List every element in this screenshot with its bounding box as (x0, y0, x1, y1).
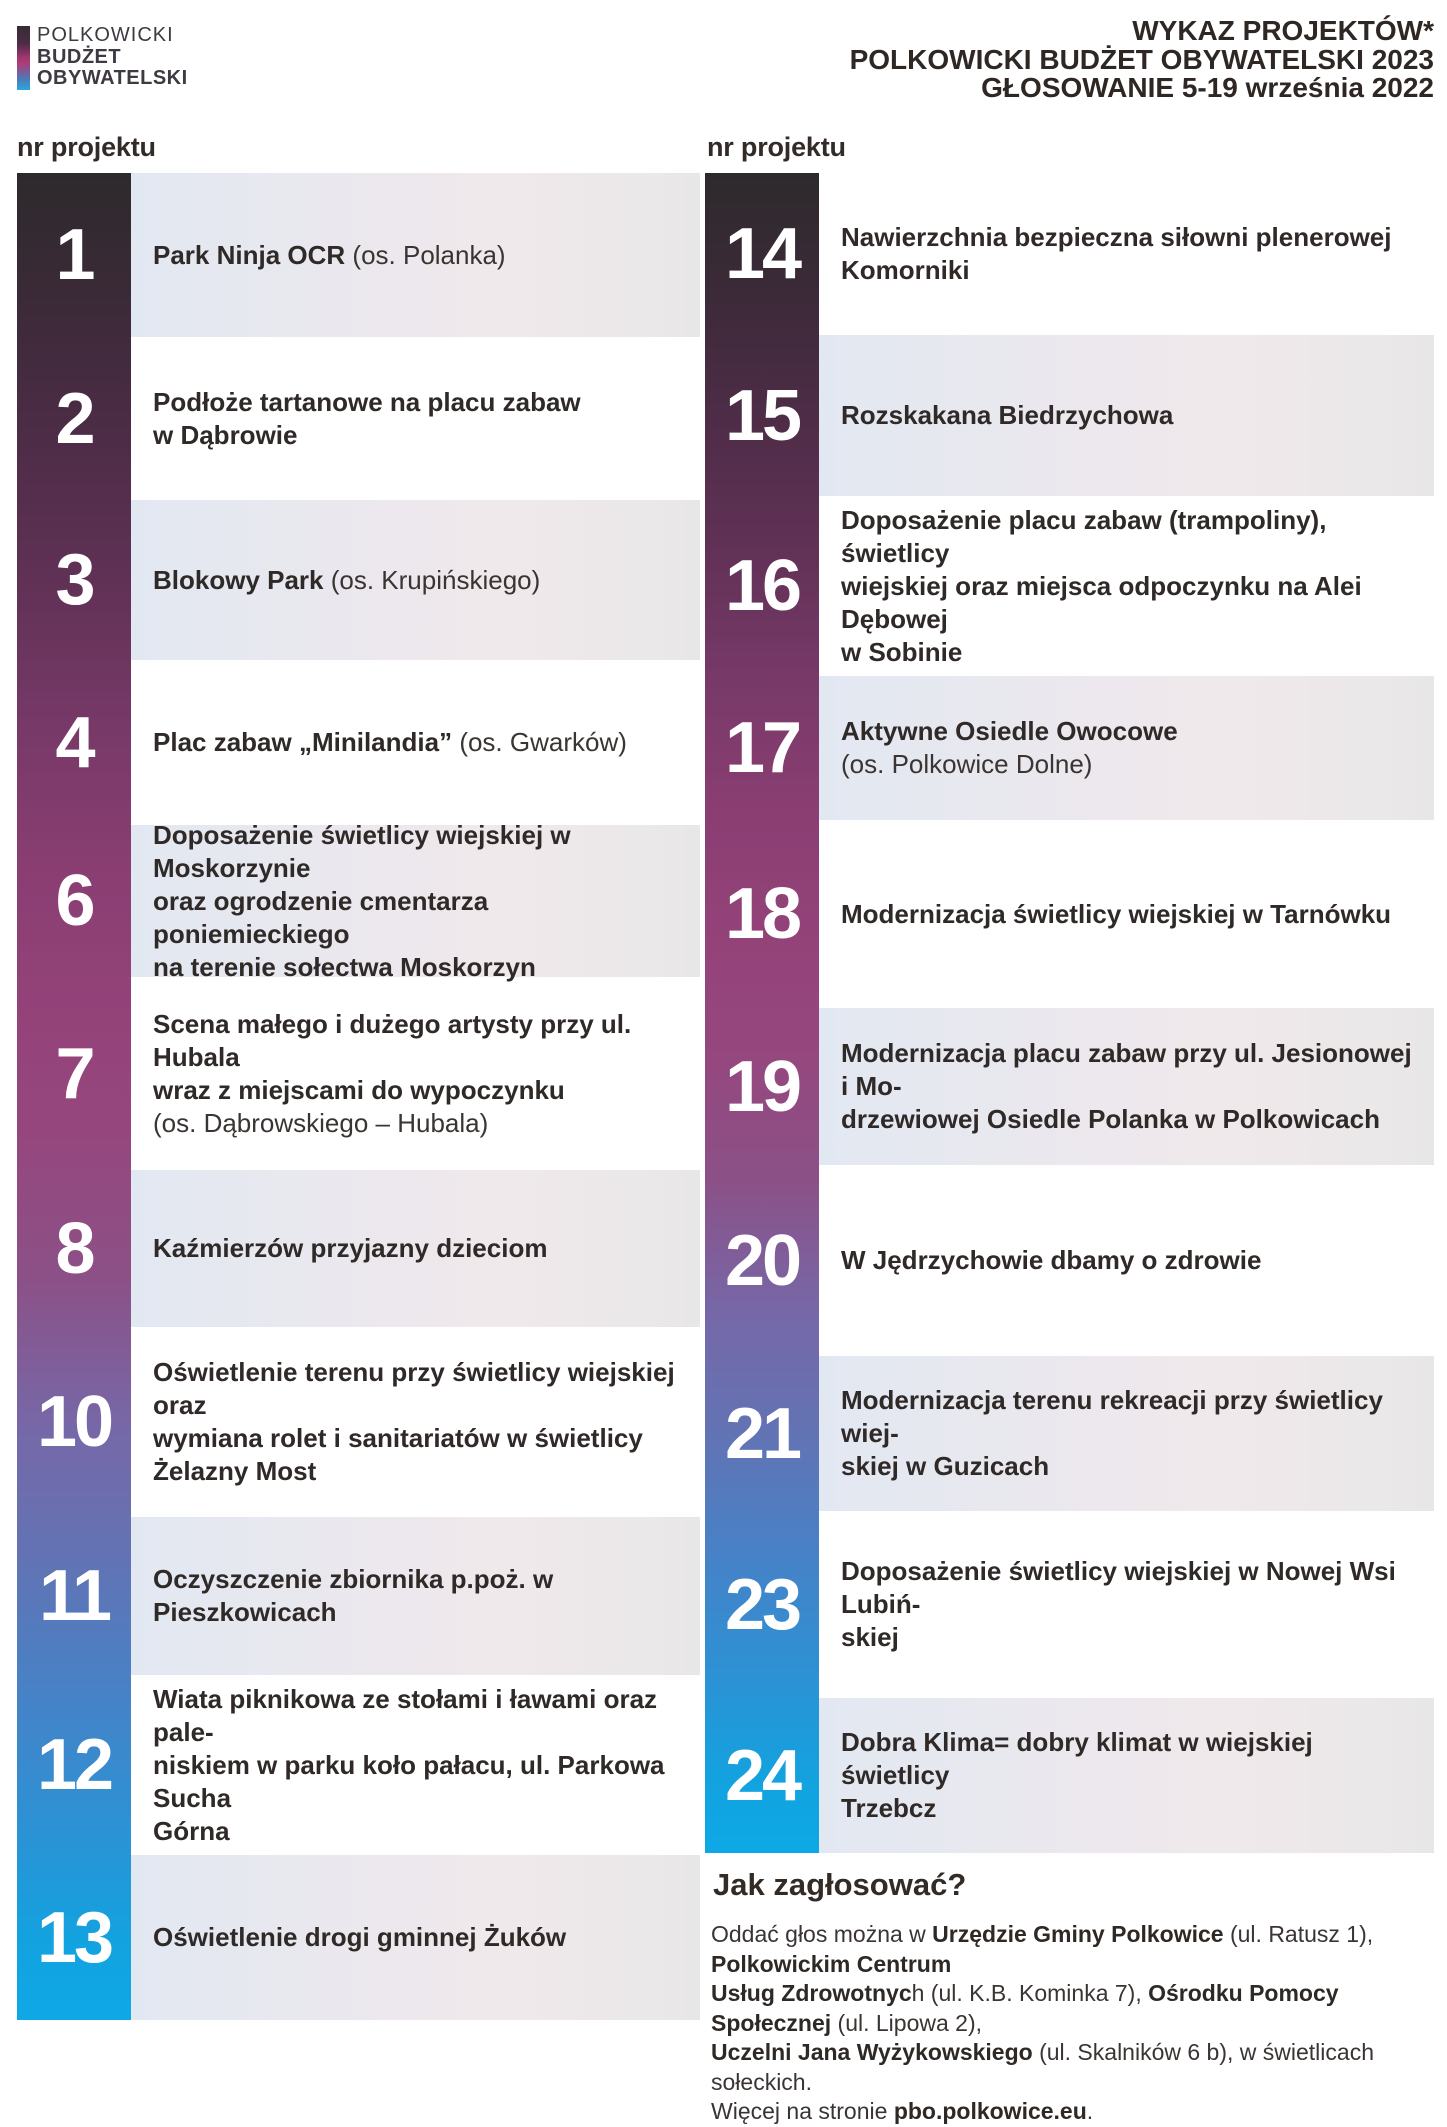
text-regular: Więcej na stronie (711, 2098, 894, 2124)
voting-info (711, 1920, 1436, 2127)
project-title (819, 173, 1434, 335)
text-bold: Urzędzie Gminy Polkowice (932, 1921, 1224, 1947)
project-title-line (153, 1232, 686, 1265)
project-title-line (841, 504, 1420, 570)
text-bold: Usług Zdrowotnyc (711, 1980, 912, 2006)
project-title-line (153, 1008, 686, 1074)
project-title (131, 1675, 700, 1855)
project-number: 16 (724, 546, 800, 626)
column-label-left: nr projektu (17, 132, 156, 162)
project-row (705, 820, 1434, 1008)
project-number: 4 (55, 702, 93, 783)
text-bold: Uczelni Jana Wyżykowskiego (711, 2039, 1033, 2065)
project-title (131, 1327, 700, 1517)
page-title (594, 17, 1434, 103)
text-bold: Rozskakana Biedrzychowa (841, 400, 1174, 430)
project-row (705, 1698, 1434, 1853)
project-column (17, 173, 700, 2020)
text-bold: Doposażenie placu zabaw (trampoliny), świetlicy (841, 504, 1327, 568)
project-title-line (153, 819, 686, 885)
text-regular: . (1086, 2098, 1094, 2124)
project-title-line (153, 564, 686, 597)
text-bold: oraz ogrodzenie cmentarza poniemieckiego (153, 885, 489, 949)
project-title-line (841, 570, 1420, 636)
project-number: 21 (724, 1393, 800, 1474)
project-title (819, 1165, 1434, 1356)
project-row (17, 1855, 700, 2020)
project-title (131, 1517, 700, 1675)
text-bold: Doposażenie świetlicy wiejskiej w Moskorzynie (153, 819, 571, 883)
project-row (705, 173, 1434, 335)
logo-gradient-bar (17, 26, 30, 90)
project-title-line (841, 636, 1420, 669)
project-title-line (841, 1037, 1420, 1103)
project-title-line (841, 748, 1420, 781)
voting-info-line (711, 2038, 1436, 2097)
project-title-line (841, 399, 1420, 432)
project-number: 23 (724, 1564, 800, 1645)
project-title (819, 820, 1434, 1008)
project-number: 3 (55, 540, 93, 620)
project-title-line (841, 1244, 1420, 1277)
how-to-vote-heading: Jak zagłosować? (713, 1867, 967, 1902)
project-title-line (841, 1384, 1420, 1450)
voting-info-line (711, 1920, 1436, 1979)
text-bold: W Jędrzychowie dbamy o zdrowie (841, 1245, 1262, 1275)
project-title-line (841, 1103, 1420, 1136)
title-line-3: GŁOSOWANIE 5-19 września 2022 (981, 72, 1434, 103)
text-bold: w Sobinie (841, 636, 963, 667)
project-row (705, 1356, 1434, 1511)
project-title-line (841, 1792, 1420, 1825)
project-number: 11 (38, 1556, 110, 1636)
title-line-2: POLKOWICKI BUDŻET OBYWATELSKI 2023 (849, 43, 1434, 75)
project-title-line (153, 1074, 686, 1107)
text-regular: (os. Gwarków) (459, 727, 627, 757)
text-bold: wraz z miejscami do wypoczynku (153, 1074, 565, 1105)
project-title (131, 173, 700, 337)
project-title (131, 819, 700, 982)
text-bold: Oczyszczenie zbiornika p.poż. w Pieszkowicach (153, 1564, 554, 1627)
text-bold: Podłoże tartanowe na placu zabaw (153, 386, 581, 417)
project-title-line (153, 1356, 686, 1422)
text-bold: wiejskiej oraz miejsca odpoczynku na Alei Dębowej (841, 570, 1362, 634)
logo (37, 25, 188, 90)
project-number: 10 (36, 1382, 112, 1462)
project-number: 15 (724, 375, 800, 456)
project-row (17, 1170, 700, 1327)
text-bold: Scena małego i dużego artysty przy ul. Hubala (153, 1008, 632, 1072)
voting-info-line (711, 1979, 1436, 2038)
text-bold: Wiata piknikowa ze stołami i ławami oraz pale- (153, 1683, 658, 1747)
project-number: 7 (55, 1033, 93, 1114)
text-bold: drzewiowej Osiedle Polanka w Polkowicach (841, 1104, 1380, 1134)
project-title (819, 1511, 1434, 1698)
project-number: 19 (724, 1046, 800, 1127)
text-regular: (ul. Lipowa 2), (831, 2009, 983, 2036)
project-number: 24 (724, 1735, 800, 1816)
project-row (705, 335, 1434, 496)
project-title-line (841, 254, 1420, 287)
project-title-line (841, 898, 1420, 931)
project-title (131, 337, 700, 500)
project-number: 12 (36, 1725, 112, 1805)
project-row (17, 337, 700, 500)
project-title-line (153, 1683, 686, 1749)
text-bold: w Dąbrowie (153, 419, 298, 450)
title-line-1: WYKAZ PROJEKTÓW* (1132, 15, 1434, 46)
text-bold: skiej (841, 1622, 899, 1652)
text-regular: (ul. Skalników 6 b), w świetlicach sołeckich. (711, 2039, 1374, 2095)
project-title-line (153, 1422, 686, 1455)
text-bold: niskiem w parku koło pałacu, ul. Parkowa Sucha (153, 1749, 665, 1813)
project-row (705, 1165, 1434, 1356)
project-row (705, 1008, 1434, 1165)
text-bold: Blokowy Park (153, 564, 331, 595)
text-regular: (os. Dąbrowskiego – Hubala) (153, 1107, 489, 1138)
project-title (131, 977, 700, 1170)
project-title (819, 1698, 1434, 1853)
project-title (131, 1170, 700, 1327)
project-row (17, 173, 700, 337)
text-bold: Dobra Klima= dobry klimat w wiejskiej świetlicy (841, 1727, 1313, 1790)
project-row (17, 660, 700, 825)
text-bold: Modernizacja placu zabaw przy ul. Jesionowej i Mo- (841, 1038, 1412, 1101)
logo-line-1: POLKOWICKI (37, 24, 174, 46)
project-title (819, 496, 1434, 676)
project-title (131, 500, 700, 660)
text-bold: Oświetlenie terenu przy świetlicy wiejskiej oraz (153, 1357, 675, 1420)
project-number: 8 (55, 1208, 93, 1289)
voting-info-line (711, 2097, 1436, 2127)
project-title-line (153, 1455, 686, 1488)
project-number: 1 (55, 215, 93, 295)
project-title-line (153, 419, 686, 452)
text-regular: (os. Polkowice Dolne) (841, 749, 1093, 779)
project-title-line (841, 715, 1420, 748)
project-title-line (841, 1450, 1420, 1483)
project-number: 18 (724, 874, 800, 954)
text-regular: Oddać głos można w (711, 1921, 933, 1947)
column-label-right: nr projektu (707, 132, 846, 162)
project-row (705, 1511, 1434, 1698)
project-title (131, 660, 700, 825)
project-row (705, 496, 1434, 676)
project-number: 17 (724, 708, 800, 788)
project-title-line (153, 386, 686, 419)
logo-line-2: BUDŻET (37, 45, 122, 68)
project-title-line (841, 1726, 1420, 1792)
project-title (819, 676, 1434, 820)
project-title-line (153, 239, 686, 272)
text-bold: Nawierzchnia bezpieczna siłowni plenerowej (841, 222, 1392, 252)
project-column (705, 173, 1434, 1853)
logo-line-3: OBYWATELSKI (37, 67, 188, 89)
project-title-line (153, 1563, 686, 1629)
text-regular: (ul. Ratusz 1), (1223, 1921, 1374, 1947)
text-bold: wymiana rolet i sanitariatów w świetlicy (153, 1423, 643, 1453)
project-title-line (841, 221, 1420, 254)
project-number: 2 (55, 378, 93, 459)
project-title-line (153, 1921, 686, 1954)
project-title-line (153, 1815, 686, 1848)
project-title (819, 1356, 1434, 1511)
project-title-line (841, 1621, 1420, 1654)
text-bold: Modernizacja świetlicy wiejskiej w Tarnówku (841, 898, 1392, 929)
project-number: 6 (55, 861, 93, 941)
project-row (705, 676, 1434, 820)
text-bold: pbo.polkowice.eu (893, 2098, 1087, 2124)
text-regular: h (ul. K.B. Kominka 7), (911, 1980, 1149, 2006)
text-bold: Górna (153, 1815, 230, 1846)
project-number: 20 (724, 1220, 800, 1301)
text-bold: Ośrodku Pomocy Społecznej (711, 1980, 1339, 2036)
text-bold: Park Ninja OCR (153, 239, 353, 270)
project-title (131, 1855, 700, 2020)
text-bold: Doposażenie świetlicy wiejskiej w Nowej Wsi Lubiń- (841, 1556, 1396, 1619)
project-title-line (153, 1107, 686, 1140)
project-title (819, 335, 1434, 496)
text-regular: (os. Krupińskiego) (330, 564, 541, 595)
project-row (17, 977, 700, 1170)
text-bold: Aktywne Osiedle Owocowe (841, 716, 1178, 746)
project-title-line (153, 1749, 686, 1815)
project-title (819, 1008, 1434, 1165)
project-row (17, 1675, 700, 1855)
project-column-right (705, 173, 1434, 1853)
text-bold: na terenie sołectwa Moskorzyn (153, 951, 536, 982)
text-bold: Plac zabaw „Minilandia” (153, 727, 460, 757)
project-title-line (841, 1555, 1420, 1621)
project-row (17, 819, 700, 982)
project-row (17, 1327, 700, 1517)
project-title-line (153, 726, 686, 759)
text-bold: Trzebcz (841, 1793, 937, 1823)
project-row (17, 1517, 700, 1675)
text-bold: skiej w Guzicach (841, 1451, 1050, 1481)
text-bold: Żelazny Most (153, 1456, 317, 1486)
text-regular: (os. Polanka) (352, 239, 506, 270)
project-title-line (153, 885, 686, 951)
text-bold: Komorniki (841, 255, 970, 285)
project-column-left (17, 173, 700, 2020)
text-bold: Modernizacja terenu rekreacji przy świetlicy wiej- (841, 1385, 1383, 1448)
project-number: 14 (724, 214, 800, 294)
text-bold: Oświetlenie drogi gminnej Żuków (153, 1922, 567, 1952)
project-number: 13 (36, 1897, 112, 1978)
text-bold: Polkowickim Centrum (711, 1950, 952, 1977)
text-bold: Kaźmierzów przyjazny dzieciom (153, 1233, 548, 1263)
project-row (17, 500, 700, 660)
